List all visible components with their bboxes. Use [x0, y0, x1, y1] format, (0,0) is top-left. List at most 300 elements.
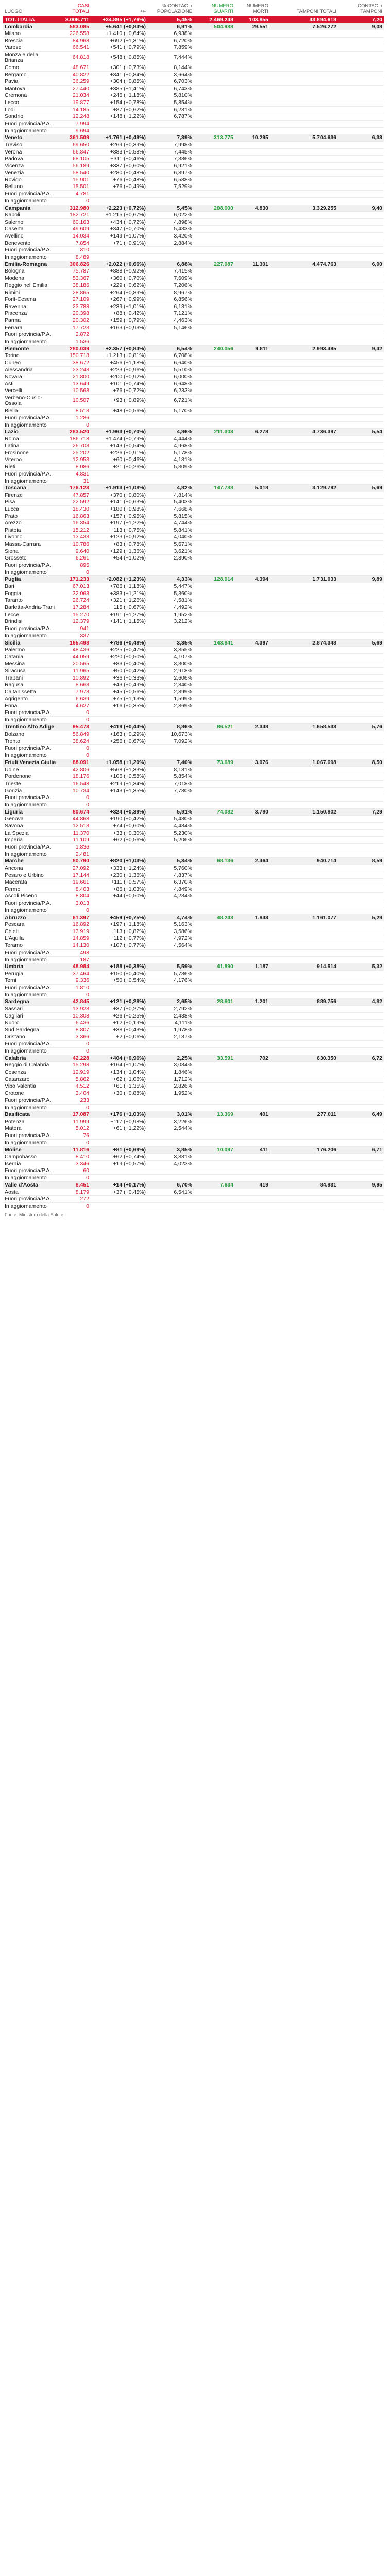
- cell-casi-totali: 0: [59, 1104, 91, 1111]
- col-perc-popolazione[interactable]: % CONTAGI / POPOLAZIONE: [147, 2, 194, 16]
- source-note: Fonte: Ministero della Salute: [5, 1212, 64, 1217]
- cell-guariti: 128.914: [194, 576, 235, 583]
- cell-perc-popolazione: 6,703%: [147, 78, 194, 86]
- cell-tamponi: [270, 233, 338, 240]
- cell-tamponi: [270, 893, 338, 900]
- cell-delta: +541 (+0,79%): [91, 44, 147, 52]
- cell-casi-totali: 0: [59, 198, 91, 205]
- province-row: [3, 611, 384, 618]
- cell-contagi-tamponi: [338, 787, 384, 794]
- province-row: [3, 1189, 384, 1196]
- cell-morti: [235, 99, 270, 106]
- cell-perc-popolazione: [147, 1196, 194, 1203]
- cell-guariti: [194, 752, 235, 759]
- cell-guariti: [194, 513, 235, 520]
- cell-morti: [235, 268, 270, 275]
- cell-casi-totali: 0: [59, 794, 91, 802]
- cell-morti: [235, 1167, 270, 1175]
- cell-contagi-tamponi: [338, 900, 384, 907]
- cell-casi-totali: 0: [59, 717, 91, 724]
- cell-casi-totali: 6.436: [59, 1020, 91, 1027]
- cell-contagi-tamponi: [338, 886, 384, 893]
- cell-luogo: Ragusa: [3, 682, 59, 689]
- cell-contagi-tamponi: [338, 1154, 384, 1161]
- cell-delta: +229 (+0,62%): [91, 282, 147, 289]
- cell-contagi-tamponi: [338, 1189, 384, 1196]
- cell-tamponi: [270, 374, 338, 381]
- cell-perc-popolazione: 6,640%: [147, 359, 194, 366]
- province-row: [3, 170, 384, 177]
- cell-delta: +33 (+0,30%): [91, 829, 147, 837]
- cell-casi-totali: 14.859: [59, 935, 91, 942]
- col-delta[interactable]: +/-: [91, 2, 147, 16]
- cell-morti: [235, 1196, 270, 1203]
- col-casi-totali[interactable]: CASI TOTALI: [59, 2, 91, 16]
- cell-tamponi: [270, 289, 338, 296]
- province-row: [3, 872, 384, 879]
- cell-morti: [235, 226, 270, 233]
- cell-delta: +107 (+0,77%): [91, 942, 147, 949]
- cell-morti: [235, 653, 270, 660]
- province-row: [3, 464, 384, 471]
- province-row: [3, 590, 384, 597]
- cell-morti: [235, 218, 270, 226]
- cell-tamponi: [270, 702, 338, 709]
- province-row: [3, 359, 384, 366]
- cell-tamponi: [270, 282, 338, 289]
- cell-morti: 1.187: [235, 963, 270, 971]
- cell-delta: [91, 843, 147, 851]
- cell-delta: [91, 625, 147, 632]
- cell-contagi-tamponi: [338, 331, 384, 338]
- cell-guariti: [194, 317, 235, 324]
- cell-morti: 411: [235, 1146, 270, 1154]
- province-row: [3, 752, 384, 759]
- cell-luogo: In aggiornamento: [3, 421, 59, 429]
- province-row: [3, 541, 384, 548]
- cell-guariti: [194, 935, 235, 942]
- cell-perc-popolazione: 4,581%: [147, 597, 194, 604]
- cell-tamponi: 630.350: [270, 1055, 338, 1062]
- cell-contagi-tamponi: [338, 653, 384, 660]
- cell-delta: +1.410 (+0,64%): [91, 30, 147, 38]
- cell-guariti: [194, 942, 235, 949]
- cell-guariti: [194, 991, 235, 998]
- cell-perc-popolazione: 2,137%: [147, 1033, 194, 1041]
- cell-contagi-tamponi: [338, 1203, 384, 1210]
- cell-contagi-tamponi: [338, 1076, 384, 1083]
- cell-luogo: Fuori provincia/P.A.: [3, 1132, 59, 1139]
- cell-luogo: Frosinone: [3, 449, 59, 456]
- cell-morti: [235, 829, 270, 837]
- cell-contagi-tamponi: [338, 647, 384, 654]
- province-row: [3, 141, 384, 148]
- cell-casi-totali: 75.787: [59, 268, 91, 275]
- cell-casi-totali: 23.788: [59, 303, 91, 310]
- cell-casi-totali: 1.836: [59, 843, 91, 851]
- cell-morti: [235, 956, 270, 963]
- cell-luogo: Pavia: [3, 78, 59, 86]
- cell-casi-totali: 20.565: [59, 660, 91, 668]
- cell-perc-popolazione: [147, 632, 194, 639]
- cell-perc-popolazione: 3,420%: [147, 233, 194, 240]
- cell-contagi-tamponi: [338, 99, 384, 106]
- cell-delta: +74 (+0,60%): [91, 823, 147, 830]
- cell-morti: [235, 527, 270, 534]
- cell-morti: 702: [235, 1055, 270, 1062]
- cell-luogo: Fuori provincia/P.A.: [3, 1097, 59, 1104]
- cell-casi-totali: 49.609: [59, 226, 91, 233]
- cell-delta: +267 (+0,99%): [91, 296, 147, 303]
- cell-luogo: Calabria: [3, 1055, 59, 1062]
- cell-delta: +83 (+0,78%): [91, 541, 147, 548]
- cell-delta: +16 (+0,35%): [91, 702, 147, 709]
- cell-morti: [235, 170, 270, 177]
- cell-casi-totali: 0: [59, 569, 91, 576]
- cell-perc-popolazione: 2,438%: [147, 1012, 194, 1020]
- cell-tamponi: [270, 394, 338, 407]
- cell-delta: +62 (+0,56%): [91, 837, 147, 844]
- cell-perc-popolazione: 6,856%: [147, 296, 194, 303]
- province-row: [3, 823, 384, 830]
- cell-guariti: [194, 900, 235, 907]
- cell-luogo: Torino: [3, 352, 59, 360]
- cell-morti: [235, 421, 270, 429]
- region-row: [3, 345, 384, 352]
- cell-contagi-tamponi: [338, 218, 384, 226]
- cell-morti: [235, 682, 270, 689]
- cell-luogo: In aggiornamento: [3, 1048, 59, 1055]
- cell-luogo: Viterbo: [3, 456, 59, 464]
- cell-contagi-tamponi: 7,29: [338, 808, 384, 816]
- cell-tamponi: [270, 907, 338, 914]
- cell-tamponi: [270, 597, 338, 604]
- province-row: [3, 449, 384, 456]
- cell-guariti: [194, 625, 235, 632]
- cell-tamponi: [270, 738, 338, 745]
- cell-luogo: Fuori provincia/P.A.: [3, 843, 59, 851]
- cell-morti: 1.843: [235, 914, 270, 921]
- cell-contagi-tamponi: [338, 268, 384, 275]
- cell-perc-popolazione: 5,671%: [147, 541, 194, 548]
- cell-luogo: Lecce: [3, 611, 59, 618]
- cell-morti: [235, 352, 270, 360]
- cell-perc-popolazione: 7,40%: [147, 759, 194, 766]
- cell-perc-popolazione: 3,664%: [147, 71, 194, 78]
- cell-tamponi: [270, 275, 338, 282]
- cell-guariti: [194, 773, 235, 781]
- province-row: [3, 702, 384, 709]
- cell-guariti: [194, 667, 235, 674]
- cell-delta: +1.963 (+0,70%): [91, 429, 147, 436]
- cell-contagi-tamponi: [338, 470, 384, 478]
- cell-guariti: [194, 387, 235, 395]
- cell-guariti: [194, 569, 235, 576]
- cell-contagi-tamponi: [338, 156, 384, 163]
- cell-delta: [91, 1139, 147, 1146]
- cell-morti: [235, 886, 270, 893]
- cell-contagi-tamponi: [338, 449, 384, 456]
- cell-casi-totali: 10.507: [59, 394, 91, 407]
- cell-morti: [235, 1160, 270, 1167]
- cell-morti: [235, 942, 270, 949]
- region-row: [3, 23, 384, 30]
- cell-guariti: 504.988: [194, 23, 235, 30]
- col-contagi-tamponi[interactable]: CONTAGI / TAMPONI: [338, 2, 384, 16]
- cell-tamponi: [270, 506, 338, 513]
- province-row: [3, 991, 384, 998]
- region-row: [3, 134, 384, 142]
- cell-tamponi: [270, 51, 338, 64]
- cell-casi-totali: 8.410: [59, 1154, 91, 1161]
- cell-tamponi: [270, 127, 338, 134]
- cell-luogo: In aggiornamento: [3, 802, 59, 809]
- cell-casi-totali: 9.640: [59, 548, 91, 555]
- cell-delta: +113 (+0,82%): [91, 928, 147, 935]
- cell-guariti: 147.788: [194, 485, 235, 492]
- cell-perc-popolazione: [147, 338, 194, 346]
- cell-morti: 3.780: [235, 808, 270, 816]
- cell-casi-totali: 10.568: [59, 387, 91, 395]
- cell-perc-popolazione: 2,544%: [147, 1125, 194, 1132]
- cell-perc-popolazione: 4,444%: [147, 435, 194, 443]
- province-row: [3, 1090, 384, 1097]
- cell-contagi-tamponi: [338, 1139, 384, 1146]
- cell-luogo: Genova: [3, 816, 59, 823]
- cell-contagi-tamponi: [338, 127, 384, 134]
- cell-casi-totali: 150.718: [59, 352, 91, 360]
- cell-tamponi: [270, 64, 338, 71]
- col-tamponi[interactable]: TAMPONI TOTALI: [270, 2, 338, 16]
- cell-casi-totali: 12.248: [59, 113, 91, 121]
- region-row: [3, 1181, 384, 1189]
- cell-delta: +333 (+1,24%): [91, 865, 147, 872]
- cell-casi-totali: 13.649: [59, 380, 91, 387]
- cell-perc-popolazione: 6,91%: [147, 23, 194, 30]
- province-row: [3, 527, 384, 534]
- cell-guariti: [194, 660, 235, 668]
- province-row: [3, 1175, 384, 1182]
- col-guariti[interactable]: NUMERO GUARITI: [194, 2, 235, 16]
- cell-luogo: In aggiornamento: [3, 127, 59, 134]
- cell-tamponi: [270, 647, 338, 654]
- cell-perc-popolazione: [147, 470, 194, 478]
- cell-perc-popolazione: 5,841%: [147, 527, 194, 534]
- cell-delta: +456 (+1,18%): [91, 359, 147, 366]
- cell-perc-popolazione: 6,921%: [147, 162, 194, 170]
- cell-luogo: Bergamo: [3, 71, 59, 78]
- cell-contagi-tamponi: [338, 569, 384, 576]
- cell-contagi-tamponi: [338, 212, 384, 219]
- cell-tamponi: [270, 1012, 338, 1020]
- cell-morti: [235, 366, 270, 374]
- cell-guariti: [194, 289, 235, 296]
- cell-tamponi: [270, 85, 338, 92]
- cell-delta: +12 (+0,19%): [91, 1020, 147, 1027]
- cell-tamponi: 1.067.698: [270, 759, 338, 766]
- cell-guariti: [194, 156, 235, 163]
- cell-casi-totali: 25.202: [59, 449, 91, 456]
- cell-luogo: Salerno: [3, 218, 59, 226]
- cell-luogo: Fuori provincia/P.A.: [3, 120, 59, 127]
- cell-guariti: [194, 1139, 235, 1146]
- cell-tamponi: [270, 843, 338, 851]
- cell-contagi-tamponi: [338, 148, 384, 156]
- cell-morti: [235, 731, 270, 738]
- province-row: [3, 120, 384, 127]
- cell-contagi-tamponi: [338, 794, 384, 802]
- cell-casi-totali: 0: [59, 1048, 91, 1055]
- province-row: [3, 766, 384, 773]
- cell-guariti: [194, 1062, 235, 1069]
- cell-guariti: [194, 1076, 235, 1083]
- cell-contagi-tamponi: [338, 183, 384, 191]
- cell-delta: +2.357 (+0,84%): [91, 345, 147, 352]
- cell-tamponi: [270, 541, 338, 548]
- cell-casi-totali: 8.807: [59, 1026, 91, 1033]
- cell-casi-totali: 11.109: [59, 837, 91, 844]
- cell-morti: [235, 766, 270, 773]
- cell-tamponi: [270, 949, 338, 956]
- cell-guariti: 227.087: [194, 261, 235, 268]
- cell-tamponi: [270, 1090, 338, 1097]
- cell-delta: +62 (+1,06%): [91, 1076, 147, 1083]
- cell-tamponi: [270, 534, 338, 541]
- cell-morti: [235, 1175, 270, 1182]
- cell-perc-popolazione: 5,510%: [147, 366, 194, 374]
- cell-guariti: [194, 632, 235, 639]
- cell-delta: [91, 120, 147, 127]
- cell-contagi-tamponi: [338, 1160, 384, 1167]
- cell-luogo: Agrigento: [3, 696, 59, 703]
- cell-morti: [235, 562, 270, 569]
- cell-luogo: L'Aquila: [3, 935, 59, 942]
- cell-contagi-tamponi: [338, 541, 384, 548]
- cell-contagi-tamponi: [338, 240, 384, 247]
- cell-perc-popolazione: 2,826%: [147, 1083, 194, 1090]
- cell-morti: [235, 85, 270, 92]
- cell-casi-totali: 280.039: [59, 345, 91, 352]
- cell-guariti: [194, 443, 235, 450]
- cell-luogo: In aggiornamento: [3, 1175, 59, 1182]
- province-row: [3, 1041, 384, 1048]
- cell-casi-totali: 28.865: [59, 289, 91, 296]
- cell-luogo: Fuori provincia/P.A.: [3, 1167, 59, 1175]
- cell-casi-totali: 498: [59, 949, 91, 956]
- cell-luogo: Matera: [3, 1125, 59, 1132]
- cell-luogo: Nuoro: [3, 1020, 59, 1027]
- cell-casi-totali: 0: [59, 907, 91, 914]
- cell-casi-totali: 306.826: [59, 261, 91, 268]
- cell-luogo: Friuli Venezia Giulia: [3, 759, 59, 766]
- province-row: [3, 414, 384, 421]
- cell-contagi-tamponi: [338, 380, 384, 387]
- col-morti[interactable]: NUMERO MORTI: [235, 2, 270, 16]
- cell-luogo: In aggiornamento: [3, 991, 59, 998]
- province-row: [3, 886, 384, 893]
- cell-luogo: Trieste: [3, 781, 59, 788]
- cell-morti: [235, 240, 270, 247]
- cell-tamponi: [270, 696, 338, 703]
- cell-perc-popolazione: [147, 1139, 194, 1146]
- cell-luogo: Pistoia: [3, 527, 59, 534]
- cell-tamponi: [270, 170, 338, 177]
- cell-guariti: [194, 647, 235, 654]
- cell-tamponi: [270, 872, 338, 879]
- cell-delta: +2.022 (+0,66%): [91, 261, 147, 268]
- cell-delta: [91, 1041, 147, 1048]
- cell-luogo: Fermo: [3, 886, 59, 893]
- province-row: [3, 148, 384, 156]
- province-row: [3, 289, 384, 296]
- cell-perc-popolazione: 2,840%: [147, 682, 194, 689]
- cell-delta: +180 (+0,98%): [91, 506, 147, 513]
- cell-luogo: TOT. ITALIA: [3, 16, 59, 24]
- province-row: [3, 1125, 384, 1132]
- col-luogo[interactable]: LUOGO: [3, 2, 59, 16]
- cell-casi-totali: 13.433: [59, 534, 91, 541]
- cell-delta: +1.215 (+0,67%): [91, 212, 147, 219]
- cell-casi-totali: 0: [59, 1203, 91, 1210]
- cell-luogo: Potenza: [3, 1118, 59, 1125]
- cell-tamponi: [270, 604, 338, 611]
- cell-luogo: Alessandria: [3, 366, 59, 374]
- cell-delta: +197 (+1,22%): [91, 520, 147, 527]
- cell-perc-popolazione: 5,815%: [147, 513, 194, 520]
- cell-perc-popolazione: 5,146%: [147, 324, 194, 331]
- cell-tamponi: [270, 106, 338, 113]
- cell-casi-totali: 1.536: [59, 338, 91, 346]
- cell-contagi-tamponi: [338, 394, 384, 407]
- cell-contagi-tamponi: [338, 604, 384, 611]
- cell-perc-popolazione: 7,998%: [147, 141, 194, 148]
- cell-perc-popolazione: 6,370%: [147, 879, 194, 886]
- cell-luogo: Grosseto: [3, 555, 59, 562]
- cell-perc-popolazione: 7,859%: [147, 44, 194, 52]
- cell-casi-totali: 7.973: [59, 688, 91, 696]
- cell-guariti: 68.136: [194, 858, 235, 865]
- cell-luogo: Vicenza: [3, 162, 59, 170]
- cell-morti: [235, 191, 270, 198]
- province-row: [3, 233, 384, 240]
- cell-luogo: Verona: [3, 148, 59, 156]
- cell-tamponi: [270, 688, 338, 696]
- cell-perc-popolazione: [147, 1132, 194, 1139]
- cell-contagi-tamponi: [338, 254, 384, 261]
- cell-guariti: 7.634: [194, 1181, 235, 1189]
- cell-contagi-tamponi: [338, 1006, 384, 1013]
- province-row: [3, 660, 384, 668]
- cell-tamponi: [270, 921, 338, 928]
- cell-tamponi: 940.714: [270, 858, 338, 865]
- cell-morti: [235, 745, 270, 752]
- cell-guariti: [194, 618, 235, 625]
- cell-guariti: 86.521: [194, 724, 235, 731]
- cell-perc-popolazione: 4,023%: [147, 1160, 194, 1167]
- cell-delta: +2.223 (+0,72%): [91, 205, 147, 212]
- cell-casi-totali: 17.144: [59, 872, 91, 879]
- cell-guariti: [194, 696, 235, 703]
- cell-morti: [235, 1083, 270, 1090]
- province-row: [3, 303, 384, 310]
- cell-tamponi: [270, 464, 338, 471]
- cell-tamponi: [270, 380, 338, 387]
- cell-perc-popolazione: 3,621%: [147, 548, 194, 555]
- cell-delta: +26 (+0,25%): [91, 1012, 147, 1020]
- cell-casi-totali: 8.513: [59, 407, 91, 414]
- cell-tamponi: [270, 562, 338, 569]
- cell-delta: +76 (+0,49%): [91, 183, 147, 191]
